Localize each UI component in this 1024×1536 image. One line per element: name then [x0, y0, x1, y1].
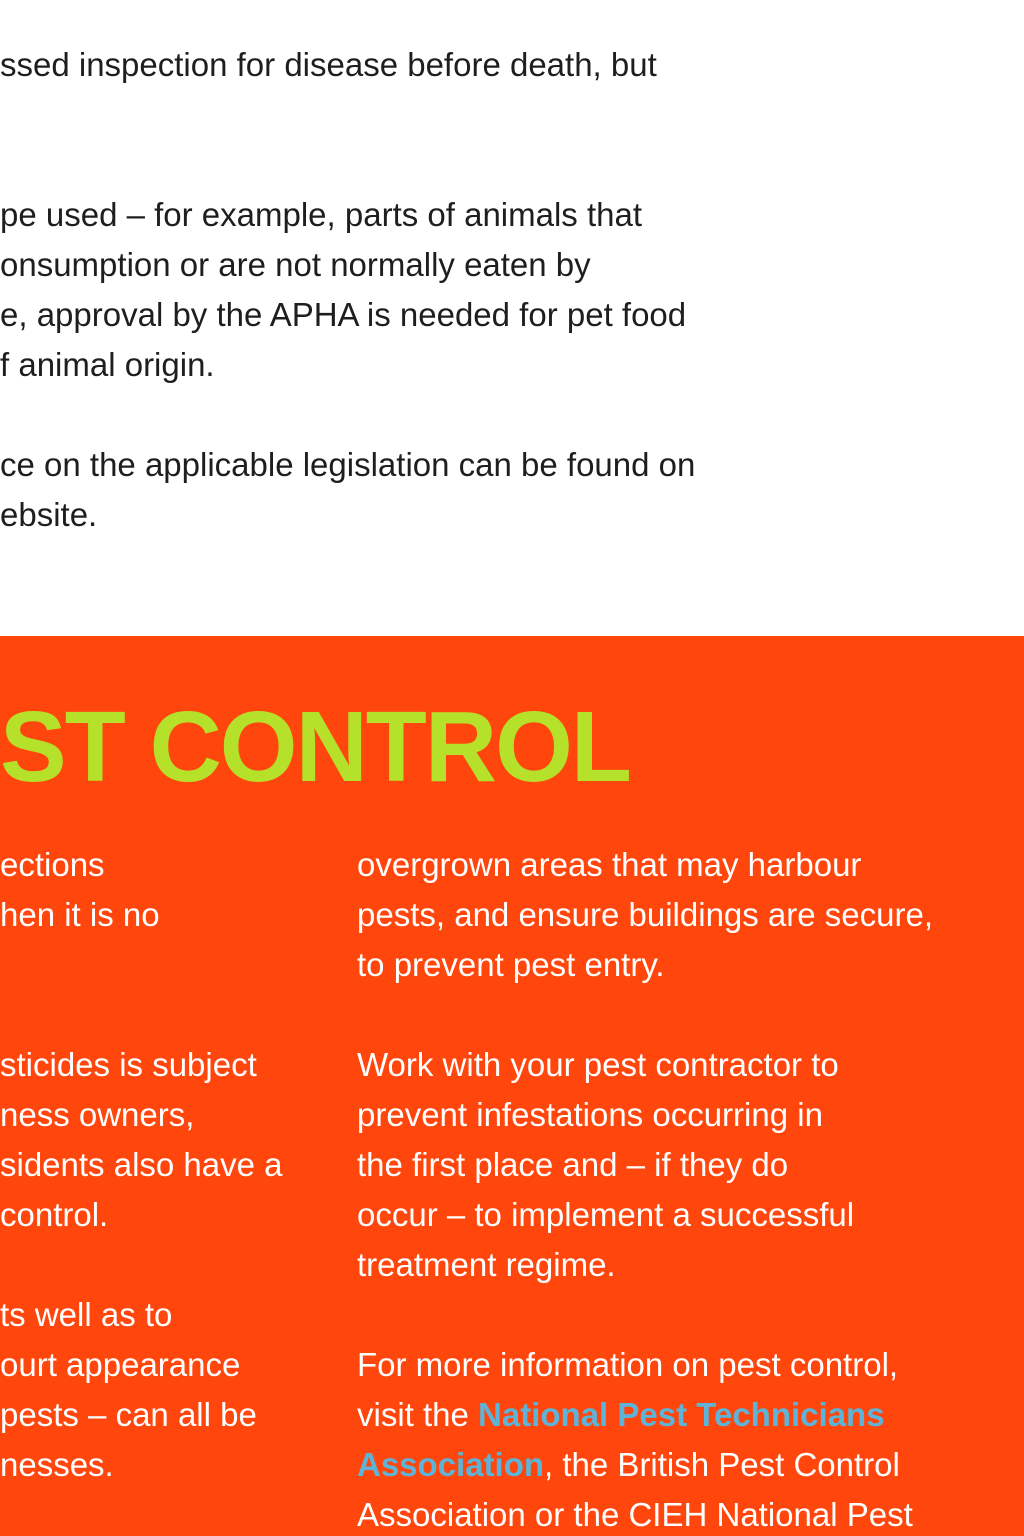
text-line: occur – to implement a successful [357, 1196, 855, 1233]
text-line: f animal origin. [0, 346, 215, 383]
text-line: sidents also have a [0, 1146, 283, 1183]
right-column [357, 840, 997, 1536]
text-line: ebsite. [0, 496, 98, 533]
text-fragment: visit the [357, 1396, 479, 1433]
pest-control-section [0, 636, 1024, 1536]
text-line [357, 1390, 997, 1440]
text-line [357, 1440, 997, 1490]
text-line: e, approval by the APHA is needed for pet food [0, 296, 687, 333]
text-line: pests, and ensure buildings are secure, [357, 896, 934, 933]
text-line: the first place and – if they do [357, 1146, 789, 1183]
text-line: treatment regime. [357, 1246, 616, 1283]
text-line: Association or the CIEH National Pest [357, 1496, 913, 1533]
text-fragment: , the British Pest Control [544, 1446, 900, 1483]
text-line: Work with your pest contractor to [357, 1046, 839, 1083]
npta-link-continued[interactable]: Association [357, 1446, 545, 1483]
text-line: ts well as to [0, 1296, 173, 1333]
left-column [0, 840, 320, 1490]
text-line: hen it is no [0, 896, 160, 933]
section-heading: ST CONTROL [0, 691, 630, 803]
text-line: ourt appearance [0, 1346, 241, 1383]
text-line: nesses. [0, 1446, 114, 1483]
text-line: prevent infestations occurring in [357, 1096, 823, 1133]
npta-link[interactable]: National Pest Technicians [478, 1396, 885, 1433]
text-line: onsumption or are not normally eaten by [0, 246, 591, 283]
text-line: overgrown areas that may harbour [357, 846, 862, 883]
text-line: ssed inspection for disease before death, but [0, 46, 657, 83]
text-line: sticides is subject [0, 1046, 257, 1083]
text-line: ness owners, [0, 1096, 195, 1133]
text-line: to prevent pest entry. [357, 946, 665, 983]
text-line: control. [0, 1196, 109, 1233]
text-line: ce on the applicable legislation can be found on [0, 446, 696, 483]
top-text-section [0, 0, 1024, 636]
text-line: ections [0, 846, 105, 883]
text-line: pe used – for example, parts of animals that [0, 196, 643, 233]
text-line: pests – can all be [0, 1396, 257, 1433]
text-line: For more information on pest control, [357, 1346, 899, 1383]
